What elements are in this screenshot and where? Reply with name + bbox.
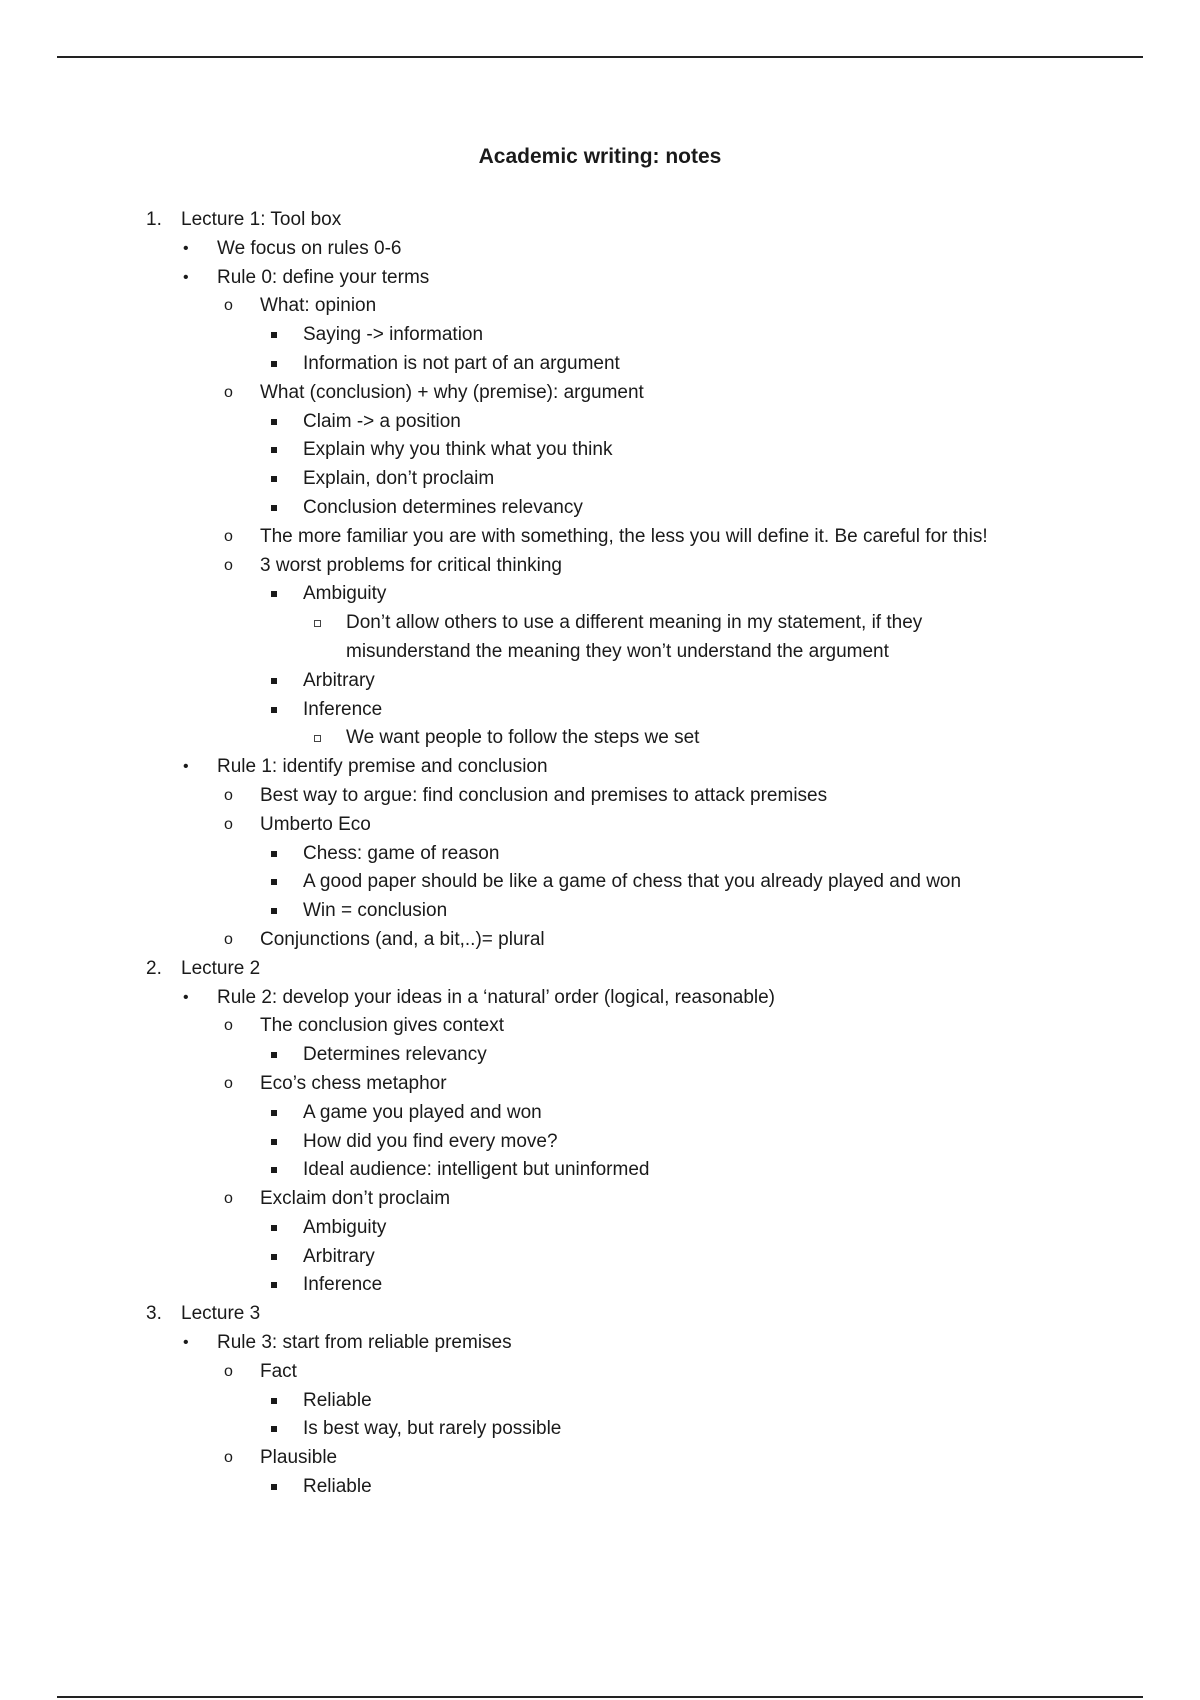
outline-item-text: Lecture 2 bbox=[181, 957, 261, 979]
circle-bullet-icon: o bbox=[224, 1017, 233, 1035]
square-bullet-icon bbox=[271, 476, 277, 482]
outline-item-level-3 bbox=[0, 494, 1200, 523]
outline-item-text: Conclusion determines relevancy bbox=[303, 496, 583, 518]
outline-item-level-2 bbox=[0, 1012, 1200, 1041]
square-bullet-icon bbox=[271, 1225, 277, 1231]
square-bullet-icon bbox=[271, 1484, 277, 1490]
outline-item-text: Don’t allow others to use a different meaning in my statement, if they misunderstand the meaning they won’t understand the argument bbox=[346, 612, 923, 662]
page-title: Academic writing: notes bbox=[478, 145, 722, 168]
outline-item-text: 3 worst problems for critical thinking bbox=[260, 554, 562, 576]
top-divider bbox=[57, 56, 1143, 58]
outline-item-level-3 bbox=[0, 1243, 1200, 1272]
outline-item-text: The conclusion gives context bbox=[260, 1015, 504, 1037]
outline-item-text: Fact bbox=[260, 1360, 297, 1382]
circle-bullet-icon: o bbox=[224, 815, 233, 833]
bullet-icon: • bbox=[183, 239, 189, 257]
outline-item-text: Arbitrary bbox=[303, 1245, 375, 1267]
outline-item-level-0 bbox=[0, 206, 1200, 235]
outline-item-text: Umberto Eco bbox=[260, 813, 371, 835]
outline-item-level-3 bbox=[0, 840, 1200, 869]
outline-item-text: Chess: game of reason bbox=[303, 842, 500, 864]
outline-item-level-2 bbox=[0, 1185, 1200, 1214]
outline-item-text: Ambiguity bbox=[303, 583, 387, 605]
square-bullet-icon bbox=[271, 1139, 277, 1145]
outline-item-level-2 bbox=[0, 292, 1200, 321]
outline-item-level-2 bbox=[0, 1358, 1200, 1387]
bullet-icon: • bbox=[183, 758, 189, 776]
square-bullet-icon bbox=[271, 361, 277, 367]
outline-item-text: Rule 1: identify premise and conclusion bbox=[217, 756, 548, 778]
outline-item-level-1 bbox=[0, 984, 1200, 1013]
circle-bullet-icon: o bbox=[224, 1362, 233, 1380]
outline-item-level-4 bbox=[0, 724, 1200, 753]
outline-item-text: Reliable bbox=[303, 1389, 372, 1411]
square-bullet-icon bbox=[271, 1398, 277, 1404]
outline-item-text: Eco’s chess metaphor bbox=[260, 1072, 447, 1094]
outline-item-text: Explain, don’t proclaim bbox=[303, 468, 495, 490]
bullet-icon: • bbox=[183, 268, 189, 286]
outline-item-text: Exclaim don’t proclaim bbox=[260, 1188, 451, 1210]
bullet-icon: • bbox=[183, 988, 189, 1006]
hollow-square-bullet-icon bbox=[314, 620, 321, 627]
outline-item-level-1 bbox=[0, 264, 1200, 293]
square-bullet-icon bbox=[271, 332, 277, 338]
number-marker: 2. bbox=[146, 957, 162, 979]
outline-item-text: Reliable bbox=[303, 1476, 372, 1498]
square-bullet-icon bbox=[271, 851, 277, 857]
outline-item-level-3 bbox=[0, 1387, 1200, 1416]
outline-item-level-2 bbox=[0, 1444, 1200, 1473]
square-bullet-icon bbox=[271, 1282, 277, 1288]
outline-item-text: We focus on rules 0-6 bbox=[217, 237, 402, 259]
outline-item-level-3 bbox=[0, 408, 1200, 437]
square-bullet-icon bbox=[271, 678, 277, 684]
square-bullet-icon bbox=[271, 707, 277, 713]
outline-item-level-3 bbox=[0, 1099, 1200, 1128]
outline-item-level-3 bbox=[0, 350, 1200, 379]
square-bullet-icon bbox=[271, 879, 277, 885]
outline-item-text: The more familiar you are with something, the less you will define it. Be careful for this! bbox=[260, 525, 988, 547]
square-bullet-icon bbox=[271, 419, 277, 425]
outline-item-level-0 bbox=[0, 1300, 1200, 1329]
square-bullet-icon bbox=[271, 1254, 277, 1260]
bottom-divider bbox=[57, 1696, 1143, 1698]
circle-bullet-icon: o bbox=[224, 786, 233, 804]
circle-bullet-icon: o bbox=[224, 383, 233, 401]
outline-item-text: Plausible bbox=[260, 1447, 338, 1469]
outline-item-level-2 bbox=[0, 552, 1200, 581]
outline-item-text: Rule 2: develop your ideas in a ‘natural’ order (logical, reasonable) bbox=[217, 986, 776, 1008]
outline-item-level-3 bbox=[0, 667, 1200, 696]
outline-item-level-3 bbox=[0, 1271, 1200, 1300]
outline-item-text: What (conclusion) + why (premise): argument bbox=[260, 381, 644, 403]
notes-outline bbox=[0, 206, 1200, 1502]
outline-item-text: Lecture 1: Tool box bbox=[181, 209, 342, 230]
outline-item-text: Is best way, but rarely possible bbox=[303, 1418, 562, 1440]
circle-bullet-icon: o bbox=[224, 1074, 233, 1092]
square-bullet-icon bbox=[271, 1052, 277, 1058]
outline-item-text: Inference bbox=[303, 698, 383, 720]
circle-bullet-icon: o bbox=[224, 1449, 233, 1467]
outline-item-text: How did you find every move? bbox=[303, 1130, 558, 1152]
outline-item-text: Lecture 3 bbox=[181, 1303, 261, 1325]
outline-item-text: Explain why you think what you think bbox=[303, 439, 613, 461]
outline-item-level-1 bbox=[0, 235, 1200, 264]
outline-item-level-3 bbox=[0, 580, 1200, 609]
outline-item-text: Determines relevancy bbox=[303, 1044, 487, 1066]
circle-bullet-icon: o bbox=[224, 930, 233, 948]
outline-item-text: Win = conclusion bbox=[303, 900, 448, 922]
square-bullet-icon bbox=[271, 908, 277, 914]
outline-item-level-3 bbox=[0, 1128, 1200, 1157]
outline-item-level-2 bbox=[0, 926, 1200, 955]
circle-bullet-icon: o bbox=[224, 1190, 233, 1208]
outline-item-text: Rule 3: start from reliable premises bbox=[217, 1332, 512, 1354]
outline-item-level-2 bbox=[0, 523, 1200, 552]
circle-bullet-icon: o bbox=[224, 297, 233, 315]
outline-item-level-3 bbox=[0, 1156, 1200, 1185]
outline-item-level-3 bbox=[0, 1473, 1200, 1502]
square-bullet-icon bbox=[271, 1167, 277, 1173]
outline-item-text: Inference bbox=[303, 1274, 383, 1296]
outline-item-text: Claim -> a position bbox=[303, 410, 461, 432]
square-bullet-icon bbox=[271, 505, 277, 511]
outline-item-level-2 bbox=[0, 782, 1200, 811]
outline-item-level-3 bbox=[0, 1415, 1200, 1444]
outline-item-text: What: opinion bbox=[260, 295, 377, 317]
outline-item-level-3 bbox=[0, 436, 1200, 465]
outline-item-text: Information is not part of an argument bbox=[303, 352, 620, 374]
circle-bullet-icon: o bbox=[224, 527, 233, 545]
outline-item-text: Ambiguity bbox=[303, 1216, 387, 1238]
outline-item-level-2 bbox=[0, 379, 1200, 408]
square-bullet-icon bbox=[271, 591, 277, 597]
outline-item-text: We want people to follow the steps we set bbox=[346, 727, 700, 749]
outline-item-text: A good paper should be like a game of chess that you already played and won bbox=[303, 871, 962, 893]
outline-item-text: Ideal audience: intelligent but uninformed bbox=[303, 1159, 650, 1181]
outline-item-level-3 bbox=[0, 897, 1200, 926]
square-bullet-icon bbox=[271, 1110, 277, 1116]
outline-item-level-3 bbox=[0, 321, 1200, 350]
outline-item-level-4 bbox=[0, 609, 1200, 667]
outline-item-level-1 bbox=[0, 1329, 1200, 1358]
outline-item-text: Saying -> information bbox=[303, 324, 484, 346]
outline-item-text: Rule 0: define your terms bbox=[217, 266, 430, 288]
square-bullet-icon bbox=[271, 1426, 277, 1432]
square-bullet-icon bbox=[271, 447, 277, 453]
bullet-icon: • bbox=[183, 1334, 189, 1352]
circle-bullet-icon: o bbox=[224, 556, 233, 574]
outline-item-level-2 bbox=[0, 811, 1200, 840]
outline-item-text: A game you played and won bbox=[303, 1101, 542, 1123]
outline-item-text: Conjunctions (and, a bit,..)= plural bbox=[260, 928, 545, 950]
number-marker: 1. bbox=[146, 209, 162, 230]
outline-item-level-1 bbox=[0, 753, 1200, 782]
outline-item-level-2 bbox=[0, 1070, 1200, 1099]
outline-item-level-3 bbox=[0, 465, 1200, 494]
outline-item-level-3 bbox=[0, 696, 1200, 725]
outline-item-level-3 bbox=[0, 1041, 1200, 1070]
outline-item-text: Arbitrary bbox=[303, 669, 375, 691]
outline-item-text: Best way to argue: find conclusion and premises to attack premises bbox=[260, 784, 828, 806]
outline-item-level-0 bbox=[0, 955, 1200, 984]
outline-item-level-3 bbox=[0, 1214, 1200, 1243]
outline-item-level-3 bbox=[0, 868, 1200, 897]
hollow-square-bullet-icon bbox=[314, 735, 321, 742]
number-marker: 3. bbox=[146, 1303, 162, 1325]
